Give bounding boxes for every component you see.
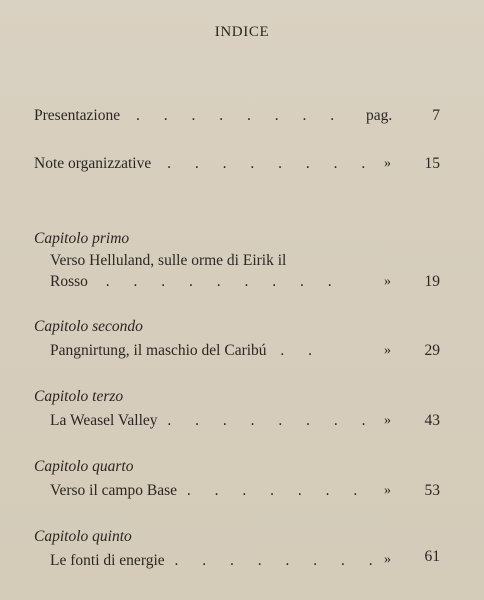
entry-label: La Weasel Valley — [50, 412, 158, 429]
ditto-marker: » — [384, 413, 391, 428]
ditto-marker: » — [384, 552, 391, 567]
chapter-heading: Capitolo quarto — [34, 458, 134, 475]
toc-entry-capitolo-quinto — [50, 552, 383, 570]
page-number: 53 — [424, 482, 440, 499]
chapter-title-line1: Verso Helluland, sulle orme di Eirik il — [50, 252, 287, 269]
toc-entry-capitolo-terzo — [50, 412, 376, 430]
toc-entry-presentazione — [34, 107, 344, 125]
leader-dots: . . . . . . . . — [135, 107, 345, 124]
chapter-heading: Capitolo quinto — [34, 528, 132, 545]
ditto-marker: » — [384, 343, 391, 358]
chapter-heading: Capitolo terzo — [34, 388, 124, 405]
chapter-heading: Capitolo secondo — [34, 318, 143, 335]
entry-label: Presentazione — [34, 107, 121, 124]
toc-entry-capitolo-secondo — [50, 342, 322, 360]
entry-label: Rosso — [50, 273, 88, 290]
page-number: 7 — [432, 107, 440, 124]
page-number: 43 — [424, 412, 440, 429]
entry-label: Pangnirtung, il maschio del Caribú — [50, 342, 267, 359]
toc-entry-capitolo-quarto — [50, 482, 367, 500]
toc-entry-note-organizzative — [34, 155, 375, 173]
leader-dots: . . — [280, 342, 323, 359]
index-title: INDICE — [214, 24, 270, 40]
chapter-heading: Capitolo primo — [34, 230, 130, 247]
ditto-marker: » — [384, 483, 391, 498]
leader-dots: . . . . . . . . — [167, 155, 376, 172]
page-marker: pag. — [366, 107, 393, 124]
page-number: 19 — [424, 273, 440, 290]
entry-label: Le fonti di energie — [50, 552, 165, 569]
leader-dots: . . . . . . . — [186, 482, 368, 499]
ditto-marker: » — [384, 274, 391, 289]
leader-dots: . . . . . . . . — [174, 552, 383, 569]
ditto-marker: » — [384, 156, 391, 171]
leader-dots: . . . . . . . . — [167, 412, 376, 429]
page-number: 15 — [424, 155, 440, 172]
page-number: 29 — [424, 342, 440, 359]
toc-entry-capitolo-primo — [50, 273, 342, 291]
entry-label: Note organizzative — [34, 155, 152, 172]
leader-dots: . . . . . . . . . — [105, 273, 342, 290]
page-number: 61 — [424, 548, 440, 565]
entry-label: Verso il campo Base — [50, 482, 177, 499]
